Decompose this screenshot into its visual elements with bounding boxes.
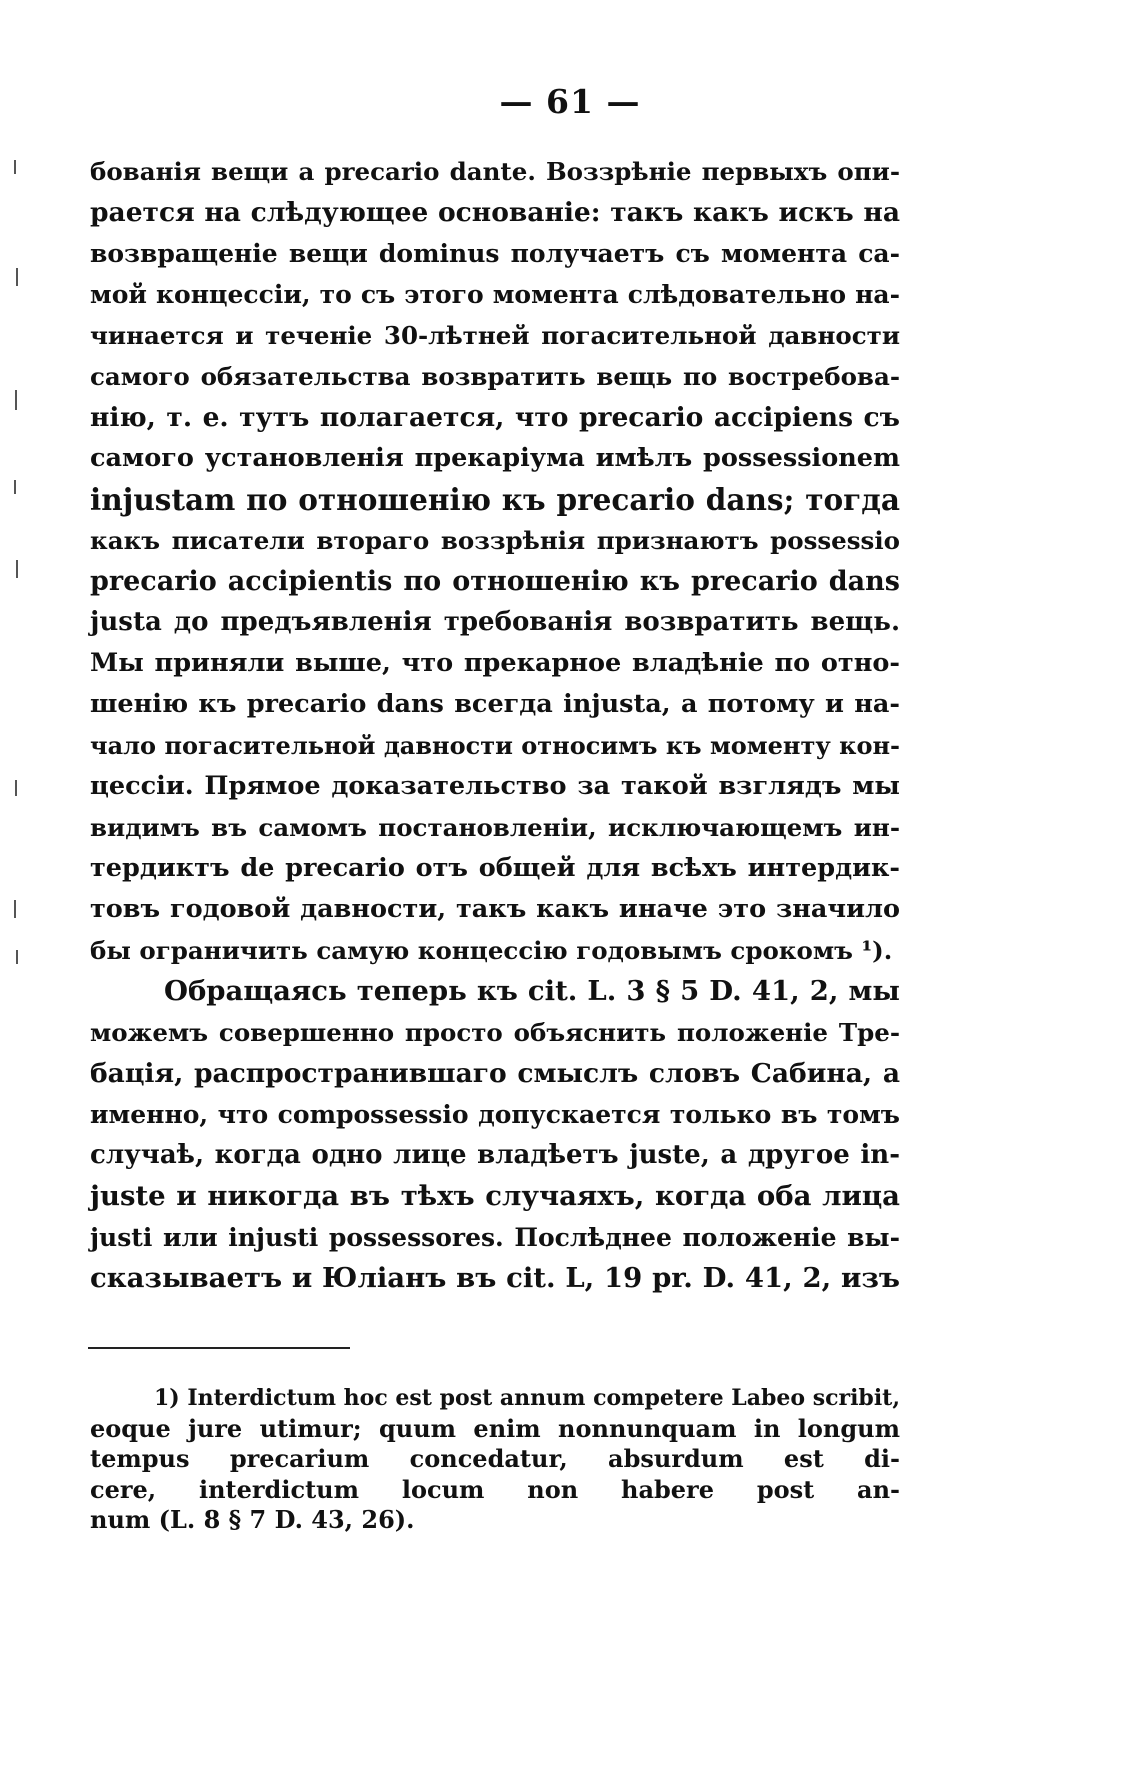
scan-mark <box>15 780 17 796</box>
footnote-line: 1) Interdictum hoc est post annum competere Labeo scribit, <box>154 1385 900 1411</box>
text-line: injustam по отношенію къ precario dans; тогда <box>90 482 900 517</box>
text-line: самого установленія прекаріума имѣлъ possessionem <box>90 443 900 473</box>
text-line: самого обязательства возвратить вещь по востребова- <box>90 362 900 391</box>
scan-mark <box>14 900 16 918</box>
text-line: бація, распространившаго смыслъ словъ Сабина, а <box>90 1058 900 1089</box>
text-line: возвращеніе вещи dominus получаетъ съ момента са- <box>90 239 900 268</box>
text-line: precario accipientis по отношенію къ precario dans <box>90 566 900 597</box>
footnote-line: cere, interdictum locum non habere post an- <box>90 1474 900 1504</box>
footnote-line: tempus precarium concedatur, absurdum est di- <box>90 1444 900 1473</box>
scan-mark <box>16 950 18 964</box>
scan-mark <box>16 560 18 578</box>
text-line: какъ писатели втораго воззрѣнія признаютъ possessio <box>90 526 900 555</box>
text-line: шенію къ precario dans всегда injusta, а потому и на- <box>90 689 900 719</box>
text-line: тердиктъ de precario отъ общей для всѣхъ интердик- <box>90 853 900 883</box>
text-line: цессіи. Прямое доказательство за такой взглядъ мы <box>90 771 900 801</box>
text-line: justi или injusti possessores. Послѣднее положеніе вы- <box>90 1223 900 1252</box>
footnote <box>90 1383 900 1536</box>
text-line: рается на слѣдующее основаніе: такъ какъ искъ на <box>90 197 900 228</box>
text-line: нію, т. е. тутъ полагается, что precario accipiens съ <box>90 402 900 433</box>
text-line: именно, что compossessio допускается только въ томъ <box>90 1100 900 1129</box>
text-line: justa до предъявленія требованія возвратить вещь. <box>90 607 900 637</box>
text-line: сказываетъ и Юліанъ въ cit. L, 19 pr. D. 41, 2, изъ <box>90 1262 900 1294</box>
footnote-line: eoque jure utimur; quum enim nonnunquam in longum <box>90 1413 900 1443</box>
text-line: чинается и теченіе 30-лѣтней погасительной давности <box>90 321 900 350</box>
text-line: можемъ совершенно просто объяснить положеніе Тре- <box>90 1018 900 1047</box>
paragraph-start-line: Обращаясь теперь къ cit. L. 3 § 5 D. 41, 2, мы <box>164 975 900 1007</box>
text-line: видимъ въ самомъ постановленіи, исключающемъ ин- <box>90 813 900 842</box>
scan-mark <box>14 160 16 174</box>
text-line: мой концессіи, то съ этого момента слѣдовательно на- <box>90 280 900 309</box>
scan-margin-marks <box>0 0 30 1765</box>
text-line: чало погасительной давности относимъ къ моменту кон- <box>90 731 900 760</box>
text-line: Мы приняли выше, что прекарное владѣніе по отно- <box>90 648 900 678</box>
paragraph-end-line: бы ограничить самую концессію годовымъ срокомъ ¹). <box>90 936 893 965</box>
scan-mark <box>14 480 16 494</box>
text-line: бованія вещи а precario dante. Воззрѣніе первыхъ опи- <box>90 157 900 186</box>
footnote-line: num (L. 8 § 7 D. 43, 26). <box>90 1505 415 1534</box>
text-line: juste и никогда въ тѣхъ случаяхъ, когда оба лица <box>90 1180 900 1212</box>
text-line: случаѣ, когда одно лице владѣетъ juste, а другое in- <box>90 1140 900 1170</box>
scan-mark <box>15 390 17 410</box>
body-text <box>90 151 900 1299</box>
page-number: — 61 — <box>499 82 641 121</box>
scan-mark <box>16 268 18 286</box>
text-line: товъ годовой давности, такъ какъ иначе это значило <box>90 894 900 924</box>
footnote-divider <box>88 1347 350 1349</box>
